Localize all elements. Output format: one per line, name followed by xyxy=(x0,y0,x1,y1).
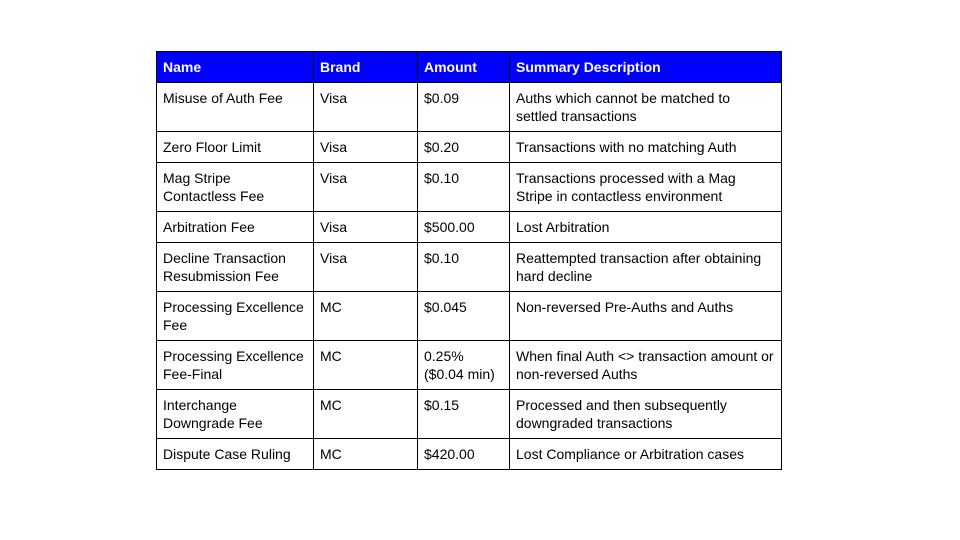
table-row xyxy=(157,163,782,212)
column-header-description: Summary Description xyxy=(510,52,782,83)
cell-description: Reattempted transaction after obtaining hard decline xyxy=(510,243,782,292)
cell-name: Zero Floor Limit xyxy=(157,132,314,163)
cell-brand: MC xyxy=(314,390,418,439)
cell-brand: MC xyxy=(314,439,418,470)
fee-table xyxy=(156,51,782,470)
cell-name: Misuse of Auth Fee xyxy=(157,83,314,132)
cell-amount: 0.25% ($0.04 min) xyxy=(418,341,510,390)
table-row xyxy=(157,292,782,341)
cell-description: Lost Compliance or Arbitration cases xyxy=(510,439,782,470)
cell-description: Transactions with no matching Auth xyxy=(510,132,782,163)
cell-name: Processing Excellence Fee-Final xyxy=(157,341,314,390)
cell-name: Processing Excellence Fee xyxy=(157,292,314,341)
cell-description: Lost Arbitration xyxy=(510,212,782,243)
table-row xyxy=(157,212,782,243)
cell-amount: $0.20 xyxy=(418,132,510,163)
cell-brand: Visa xyxy=(314,83,418,132)
cell-amount: $0.15 xyxy=(418,390,510,439)
header-row xyxy=(157,52,782,83)
cell-name: Dispute Case Ruling xyxy=(157,439,314,470)
cell-description: Non-reversed Pre-Auths and Auths xyxy=(510,292,782,341)
cell-description: Auths which cannot be matched to settled transactions xyxy=(510,83,782,132)
cell-name: Interchange Downgrade Fee xyxy=(157,390,314,439)
cell-name: Arbitration Fee xyxy=(157,212,314,243)
table-row xyxy=(157,341,782,390)
cell-brand: Visa xyxy=(314,243,418,292)
table-row xyxy=(157,439,782,470)
cell-amount: $500.00 xyxy=(418,212,510,243)
table-row xyxy=(157,132,782,163)
table-row xyxy=(157,243,782,292)
column-header-name: Name xyxy=(157,52,314,83)
cell-brand: Visa xyxy=(314,163,418,212)
cell-amount: $0.045 xyxy=(418,292,510,341)
column-header-brand: Brand xyxy=(314,52,418,83)
cell-brand: Visa xyxy=(314,212,418,243)
column-header-amount: Amount xyxy=(418,52,510,83)
table-row xyxy=(157,83,782,132)
cell-amount: $420.00 xyxy=(418,439,510,470)
cell-brand: MC xyxy=(314,292,418,341)
cell-description: Processed and then subsequently downgraded transactions xyxy=(510,390,782,439)
cell-brand: Visa xyxy=(314,132,418,163)
cell-amount: $0.09 xyxy=(418,83,510,132)
table-row xyxy=(157,390,782,439)
cell-name: Mag Stripe Contactless Fee xyxy=(157,163,314,212)
cell-name: Decline Transaction Resubmission Fee xyxy=(157,243,314,292)
cell-brand: MC xyxy=(314,341,418,390)
cell-amount: $0.10 xyxy=(418,243,510,292)
cell-amount: $0.10 xyxy=(418,163,510,212)
cell-description: Transactions processed with a Mag Stripe in contactless environment xyxy=(510,163,782,212)
cell-description: When final Auth <> transaction amount or non-reversed Auths xyxy=(510,341,782,390)
